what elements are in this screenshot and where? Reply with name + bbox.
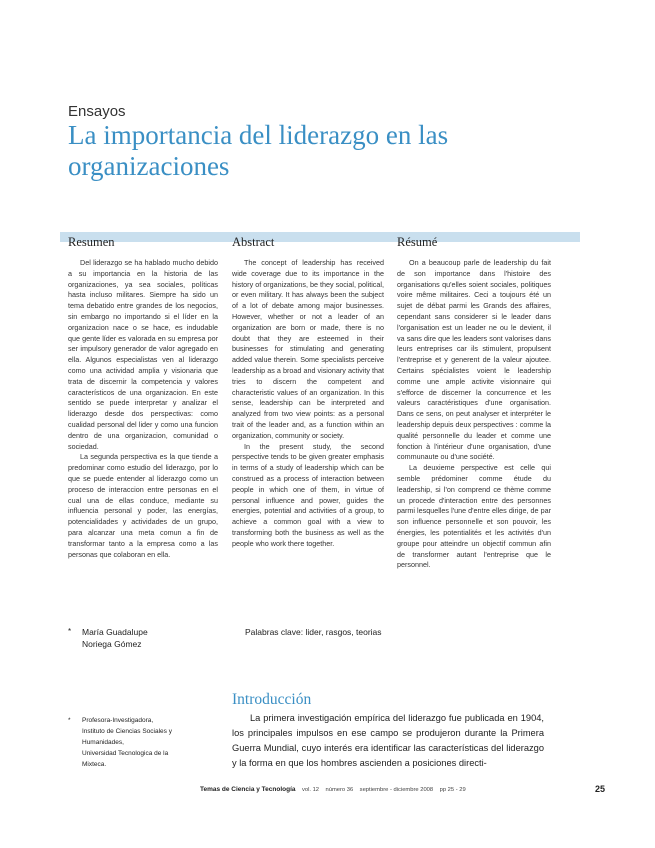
journal-name: Temas de Ciencia y Tecnología (200, 786, 296, 793)
section-label: Ensayos (68, 103, 126, 120)
abstract-heading: Abstract (232, 235, 275, 249)
author-name-line: María Guadalupe (82, 627, 148, 637)
issue-date: septiembre - diciembre 2008 (359, 787, 434, 793)
page-range: pp 25 - 29 (439, 787, 466, 793)
abstract-column (232, 235, 384, 550)
resumen-column (68, 235, 218, 560)
volume: vol. 12 (301, 787, 320, 793)
keywords: Palabras clave: lider, rasgos, teorias (245, 627, 382, 637)
resume-column (397, 235, 551, 571)
page-footer (200, 786, 555, 793)
resumen-paragraph: La segunda perspectiva es la que tiende a predominar como estudio del liderazgo, por lo que se puede entender al liderazgo como un proceso de interaccion entre personas en el cual una de ellas conduce, mediante su influencia personal y poder, las energías, potencialidades y actividades de un grupo, para alcanzar una meta comun a fin de transformar tanto a la empresa como a las personas que colaboran en ella. (68, 452, 218, 559)
resume-paragraph: La deuxieme perspective est celle qui semble prédominer comme étude du leadership, si l'on comprend ce thème comme un procede d'interaction entre des personnes parmi lesquelles l'une d'entre elles dirige, de par son influence personnelle et son pouvoir, les énergies, les potentialités et les activités d'un groupe pour atteindre un objectif commun afin de transformer autant l'entreprise que le personnel. (397, 463, 551, 570)
affiliation-footnote-mark: * (68, 717, 71, 724)
abstract-paragraph: The concept of leadership has received wide coverage due to its importance in the history of organizations, be they social, political, or even military. It has always been the subject of a lot of debate among major businesses. However, whether or not a leader of an organization are born or made, there is no doubt that they are esteemed in their businesses for stimulating and generating added value therein. Some specialists perceive leadership as a broad and visionary activity that tries to discern the competent and characteristic values of an organization. In this sense, leadership can be interpreted and analyzed from two view points: as a personal trait of the leader and, as a function within an organization, community or society. (232, 258, 384, 440)
author-block (68, 626, 148, 650)
article-title: La importancia del liderazgo en las organizaciones (68, 120, 449, 181)
resumen-paragraph: Del liderazgo se ha hablado mucho debido a su importancia en la historia de las organizaciones, ya sea sociales, políticas hasta incluso militares. Siempre ha sido un tema debatido entre grandes de los negocios, sin embargo no importando si el líder en la organizacion nace o se hace, es indudable que gente líder es valorada en su empresa por ser impulsory generador de valor agregado en ella. Algunos especialistas ven al liderazgo como una actividad amplia y visionaria que trata de discernir la competencia y valores característicos de una organizacion. En este sentido se puede interpretar y analizar el liderazgo desde dos perspectivas: como cualidad personal del lider y como una funcion dentro de una organizacion, comunidad o sociedad. (68, 258, 218, 451)
introduction-paragraph: La primera investigación empírica del liderazgo fue publicada en 1904, los principales impulsos en ese campo se produjeron durante la Primera Guerra Mundial, cuyo interés era identificar las características del liderazgo y la forma en que los hombres ascienden a posiciones directi- (232, 713, 544, 768)
introduction-text (232, 711, 544, 771)
author-name-line: Noriega Gómez (82, 639, 142, 649)
affiliation-line: Humanidades, (82, 739, 124, 746)
introduction-heading: Introducción (232, 691, 312, 708)
affiliation-line: Mixteca. (82, 761, 107, 768)
resume-paragraph: On a beaucoup parle de leadership du fait de son importance dans l'histoire des organisations qu'elles soient sociales, politiques voire même militaires. Ceci a toujours été un sujet de débat parmi les Grands des affaires, cependant sans considerer si le leader dans l'organisation est un leader ne ou le devient, il va sans dire que les leaders sont valorises dans leurs entreprises car ils stimulent, propulsent l'entreprise et y generent de la valeur ajoutee. Certains spécialistes voient le leadership comme une ample activite visionnaire qui s'efforce de discerner la concurrence et les valeurs caractéristiques d'une organisation. Dans ce sens, on peut analyser et interpréter le leadership depuis deux perspectives : comme la qualité personnelle du leader et comme une fonction à l'intérieur d'une organisation, d'une communaute ou d'une société. (397, 258, 551, 462)
author-footnote-mark: * (68, 627, 72, 636)
affiliation-line: Universidad Tecnologica de la (82, 750, 169, 757)
affiliation-line: Instituto de Ciencias Sociales y (82, 728, 172, 735)
issue-number: número 36 (325, 787, 354, 793)
page-number: 25 (595, 784, 606, 794)
affiliation-note (68, 715, 228, 770)
resumen-heading: Resumen (68, 235, 115, 249)
resume-heading: Résumé (397, 235, 438, 249)
affiliation-line: Profesora-Investigadora, (82, 717, 154, 724)
abstract-paragraph: In the present study, the second perspective tends to be given greater emphasis in terms of a study of leadership which can be construed as a process of interaction between people in which one of them, in virtue of personal influence and power, guides the energies, potential and activities of a group, to achieve a common goal with a view to transforming both the business as well as the people who work there together. (232, 441, 384, 548)
